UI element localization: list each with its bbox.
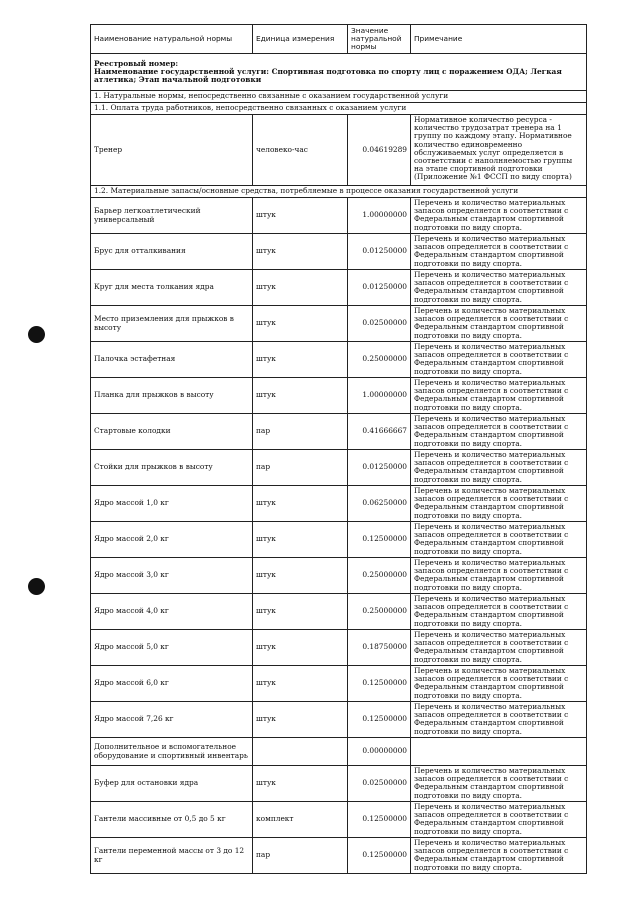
material-name: Ядро массой 6,0 кг	[91, 666, 253, 702]
material-note: Перечень и количество материальных запасов определяется в соответствии с Федеральным стандартом спортивной подготовки по виду спорта.	[411, 666, 587, 702]
section-row	[91, 91, 587, 103]
material-unit: штук	[253, 558, 348, 594]
material-name: Ядро массой 3,0 кг	[91, 558, 253, 594]
material-name: Ядро массой 2,0 кг	[91, 522, 253, 558]
material-row	[91, 414, 587, 450]
material-note: Перечень и количество материальных запасов определяется в соответствии с Федеральным стандартом спортивной подготовки по виду спорта.	[411, 414, 587, 450]
material-value: 0.18750000	[348, 630, 411, 666]
registry-row	[91, 54, 587, 91]
header-row	[91, 25, 587, 54]
material-name: Гантели массивные от 0,5 до 5 кг	[91, 802, 253, 838]
material-name: Планка для прыжков в высоту	[91, 378, 253, 414]
material-row	[91, 630, 587, 666]
material-value: 0.06250000	[348, 486, 411, 522]
material-unit: штук	[253, 766, 348, 802]
extra-note	[411, 738, 587, 766]
registry-label: Реестровый номер:	[94, 58, 179, 68]
material-unit: пар	[253, 838, 348, 874]
material-note: Перечень и количество материальных запасов определяется в соответствии с Федеральным стандартом спортивной подготовки по виду спорта.	[411, 378, 587, 414]
material-unit: штук	[253, 270, 348, 306]
material-unit: штук	[253, 594, 348, 630]
material-name: Круг для места толкания ядра	[91, 270, 253, 306]
material-unit: штук	[253, 378, 348, 414]
material-row	[91, 558, 587, 594]
material-row	[91, 838, 587, 874]
material-unit: комплект	[253, 802, 348, 838]
material-name: Барьер легкоатлетический универсальный	[91, 198, 253, 234]
norms-table	[90, 24, 587, 874]
material-row	[91, 486, 587, 522]
material-note: Перечень и количество материальных запасов определяется в соответствии с Федеральным стандартом спортивной подготовки по виду спорта.	[411, 702, 587, 738]
material-value: 1.00000000	[348, 378, 411, 414]
material-unit: штук	[253, 630, 348, 666]
material-row	[91, 234, 587, 270]
material-value: 0.02500000	[348, 306, 411, 342]
material-row	[91, 702, 587, 738]
extra-value: 0.00000000	[348, 738, 411, 766]
material-unit: пар	[253, 414, 348, 450]
material-row	[91, 522, 587, 558]
trainer-unit: человеко-час	[253, 115, 348, 186]
material-value: 1.00000000	[348, 198, 411, 234]
material-unit: штук	[253, 198, 348, 234]
material-row	[91, 378, 587, 414]
material-value: 0.12500000	[348, 802, 411, 838]
material-row	[91, 270, 587, 306]
material-value: 0.01250000	[348, 450, 411, 486]
material-name: Место приземления для прыжков в высоту	[91, 306, 253, 342]
material-note: Перечень и количество материальных запасов определяется в соответствии с Федеральным стандартом спортивной подготовки по виду спорта.	[411, 342, 587, 378]
material-note: Перечень и количество материальных запасов определяется в соответствии с Федеральным стандартом спортивной подготовки по виду спорта.	[411, 838, 587, 874]
trainer-name: Тренер	[91, 115, 253, 186]
section-1-1-title: 1.1. Оплата труда работников, непосредственно связанных с оказанием услуги	[91, 103, 587, 115]
trainer-row	[91, 115, 587, 186]
material-value: 0.12500000	[348, 702, 411, 738]
header-note: Примечание	[411, 25, 587, 54]
extra-unit	[253, 738, 348, 766]
material-row	[91, 450, 587, 486]
material-note: Перечень и количество материальных запасов определяется в соответствии с Федеральным стандартом спортивной подготовки по виду спорта.	[411, 306, 587, 342]
material-name: Ядро массой 1,0 кг	[91, 486, 253, 522]
material-value: 0.41666667	[348, 414, 411, 450]
material-value: 0.12500000	[348, 666, 411, 702]
section-1-title: 1. Натуральные нормы, непосредственно связанные с оказанием государственной услуги	[91, 91, 587, 103]
material-row	[91, 342, 587, 378]
material-value: 0.01250000	[348, 270, 411, 306]
material-note: Перечень и количество материальных запасов определяется в соответствии с Федеральным стандартом спортивной подготовки по виду спорта.	[411, 198, 587, 234]
material-value: 0.02500000	[348, 766, 411, 802]
material-name: Палочка эстафетная	[91, 342, 253, 378]
header-value: Значение натуральной нормы	[348, 25, 411, 54]
material-name: Ядро массой 7,26 кг	[91, 702, 253, 738]
material-name: Стойки для прыжков в высоту	[91, 450, 253, 486]
material-note: Перечень и количество материальных запасов определяется в соответствии с Федеральным стандартом спортивной подготовки по виду спорта.	[411, 486, 587, 522]
header-unit: Единица измерения	[253, 25, 348, 54]
trainer-note: Нормативное количество ресурса - количество трудозатрат тренера на 1 группу по каждому этапу. Нормативное количество единовременно обслуживаемых услуг определяется в соответствии с наполняемостью группы на этапе спортивной подготовки (Приложение №1 ФССП по виду спорта)	[411, 115, 587, 186]
trainer-value: 0.04619289	[348, 115, 411, 186]
material-unit: штук	[253, 306, 348, 342]
material-row	[91, 198, 587, 234]
material-row	[91, 666, 587, 702]
material-note: Перечень и количество материальных запасов определяется в соответствии с Федеральным стандартом спортивной подготовки по виду спорта.	[411, 802, 587, 838]
material-value: 0.12500000	[348, 522, 411, 558]
service-name: Наименование государственной услуги: Спортивная подготовка по спорту лиц с поражением ОДА; Легкая атлетика; Этап начальной подготовки	[94, 66, 562, 85]
section-1-2-title: 1.2. Материальные запасы/основные средства, потребляемые в процессе оказания государственной услуги	[91, 186, 587, 198]
material-unit: штук	[253, 234, 348, 270]
material-name: Ядро массой 4,0 кг	[91, 594, 253, 630]
material-value: 0.25000000	[348, 342, 411, 378]
material-value: 0.25000000	[348, 558, 411, 594]
material-value: 0.01250000	[348, 234, 411, 270]
material-note: Перечень и количество материальных запасов определяется в соответствии с Федеральным стандартом спортивной подготовки по виду спорта.	[411, 270, 587, 306]
material-unit: штук	[253, 702, 348, 738]
material-note: Перечень и количество материальных запасов определяется в соответствии с Федеральным стандартом спортивной подготовки по виду спорта.	[411, 450, 587, 486]
material-name: Стартовые колодки	[91, 414, 253, 450]
section-row	[91, 103, 587, 115]
material-name: Буфер для остановки ядра	[91, 766, 253, 802]
punch-hole-lower	[28, 578, 45, 595]
material-name: Брус для отталкивания	[91, 234, 253, 270]
material-note: Перечень и количество материальных запасов определяется в соответствии с Федеральным стандартом спортивной подготовки по виду спорта.	[411, 630, 587, 666]
material-row	[91, 594, 587, 630]
material-note: Перечень и количество материальных запасов определяется в соответствии с Федеральным стандартом спортивной подготовки по виду спорта.	[411, 558, 587, 594]
material-unit: штук	[253, 522, 348, 558]
material-value: 0.12500000	[348, 838, 411, 874]
material-note: Перечень и количество материальных запасов определяется в соответствии с Федеральным стандартом спортивной подготовки по виду спорта.	[411, 234, 587, 270]
material-row	[91, 802, 587, 838]
material-unit: штук	[253, 666, 348, 702]
material-unit: штук	[253, 342, 348, 378]
header-name: Наименование натуральной нормы	[91, 25, 253, 54]
extra-name: Дополнительное и вспомогательное оборудование и спортивный инвентарь	[91, 738, 253, 766]
material-note: Перечень и количество материальных запасов определяется в соответствии с Федеральным стандартом спортивной подготовки по виду спорта.	[411, 594, 587, 630]
material-note: Перечень и количество материальных запасов определяется в соответствии с Федеральным стандартом спортивной подготовки по виду спорта.	[411, 766, 587, 802]
material-value: 0.25000000	[348, 594, 411, 630]
material-unit: пар	[253, 450, 348, 486]
material-row	[91, 766, 587, 802]
punch-hole-upper	[28, 326, 45, 343]
material-row	[91, 306, 587, 342]
material-name: Гантели переменной массы от 3 до 12 кг	[91, 838, 253, 874]
material-unit: штук	[253, 486, 348, 522]
extra-row	[91, 738, 587, 766]
material-name: Ядро массой 5,0 кг	[91, 630, 253, 666]
material-note: Перечень и количество материальных запасов определяется в соответствии с Федеральным стандартом спортивной подготовки по виду спорта.	[411, 522, 587, 558]
section-row	[91, 186, 587, 198]
